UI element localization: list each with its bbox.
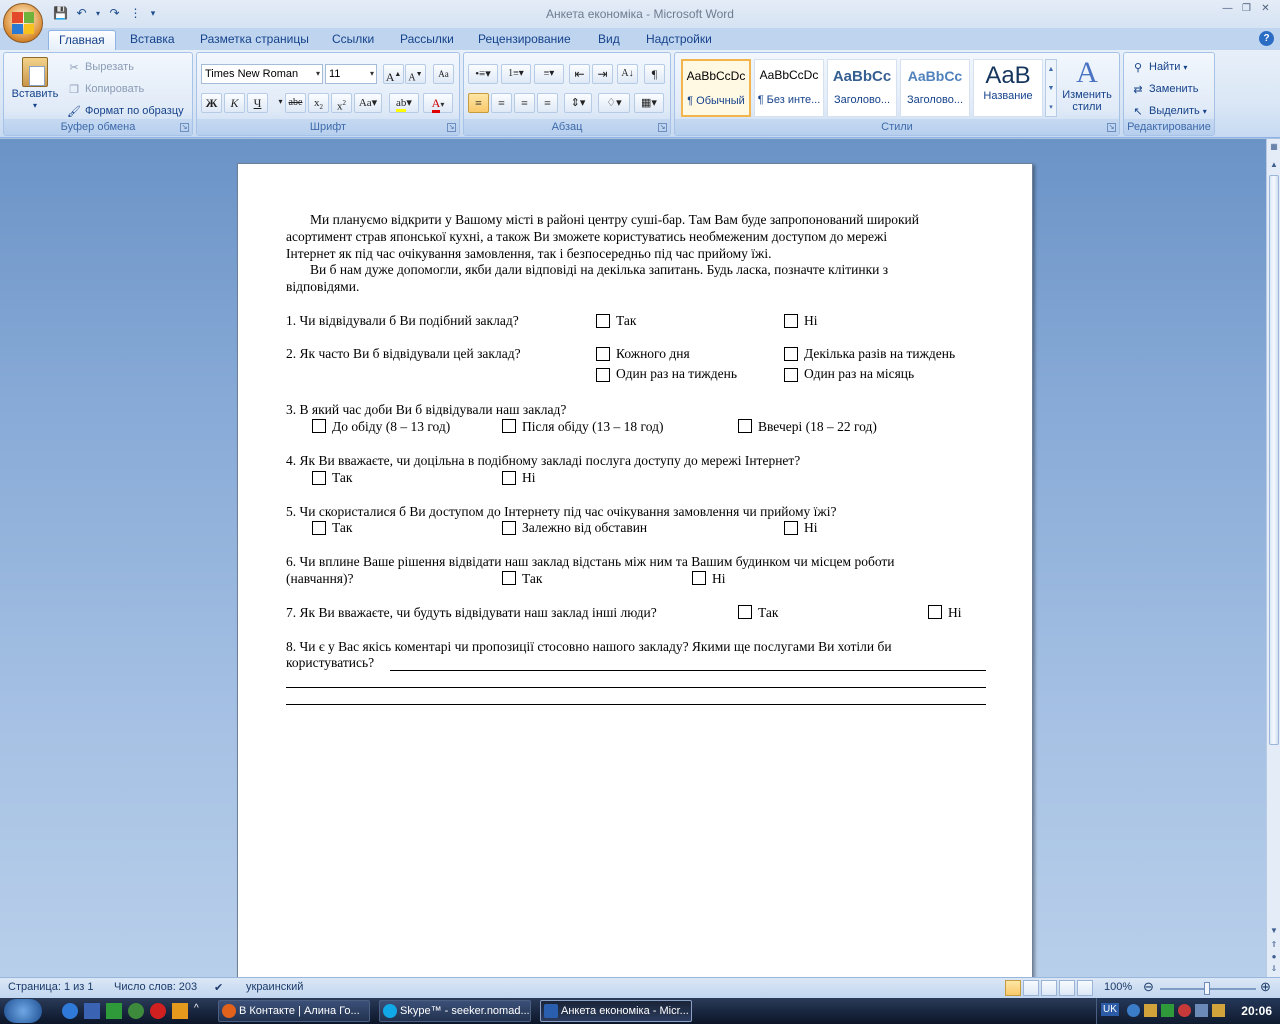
- subscript-button[interactable]: $x_2$: [308, 93, 329, 113]
- prev-page-icon[interactable]: ⇑: [1270, 940, 1278, 949]
- decrease-indent-button[interactable]: ⇤: [569, 64, 590, 84]
- numbering-button[interactable]: 1≡▾: [501, 64, 531, 84]
- tray-icon-2[interactable]: [1144, 1004, 1157, 1017]
- copy-icon: ❐: [69, 83, 79, 96]
- tray-icon-4[interactable]: [1178, 1004, 1191, 1017]
- underline-dropdown-icon[interactable]: ▾: [278, 97, 283, 106]
- system-tray: [1096, 998, 1280, 1024]
- language-bar[interactable]: UK: [1103, 1004, 1117, 1015]
- tab-view[interactable]: Вид: [598, 32, 620, 46]
- font-size-dropdown-icon: ▾: [369, 69, 374, 78]
- q5-no-label: Ні: [804, 520, 818, 535]
- q6-yes-label: Так: [522, 571, 543, 586]
- window-controls: [1219, 2, 1274, 16]
- question-7: 7. Як Ви вважаєте, чи будуть відвідувати наш заклад інші люди?: [286, 605, 657, 620]
- show-marks-button[interactable]: ¶: [644, 64, 665, 84]
- q3-afternoon-checkbox[interactable]: [502, 419, 516, 433]
- spelling-icon[interactable]: ✔: [214, 982, 224, 994]
- q5-yes-checkbox[interactable]: [312, 521, 326, 535]
- q2-monthly-label: Один раз на місяць: [804, 366, 915, 381]
- style-heading-2[interactable]: AaBbCc Заголово...: [900, 59, 970, 117]
- q7-yes-checkbox[interactable]: [738, 605, 752, 619]
- zoom-in-icon[interactable]: ⊕: [1260, 979, 1271, 994]
- question-8-line-2: користуватись?: [286, 655, 375, 670]
- font-group: [196, 52, 460, 136]
- editing-group-label: Редактирование: [1124, 119, 1214, 135]
- style-no-spacing[interactable]: AaBbCcDc ¶ Без инте...: [754, 59, 824, 117]
- taskbar-item-vkontakte[interactable]: В Контакте | Алина Го...: [218, 1000, 370, 1022]
- q6-yes-checkbox[interactable]: [502, 571, 516, 585]
- network-icon[interactable]: [1195, 1004, 1208, 1017]
- q5-depends-checkbox[interactable]: [502, 521, 516, 535]
- question-6-line-1: 6. Чи вплине Ваше рішення відвідати наш заклад відстань між ним та Вашим будинком чи місцем роботи: [286, 554, 895, 569]
- highlight-button[interactable]: ab▾: [389, 93, 419, 113]
- tray-icon-5[interactable]: [1212, 1004, 1225, 1017]
- align-right-button[interactable]: ≡: [514, 93, 535, 113]
- find-button[interactable]: ⚲ Найти ▾: [1130, 59, 1187, 75]
- clock[interactable]: 20:06: [1241, 1004, 1272, 1018]
- q1-no-label: Ні: [804, 313, 818, 328]
- undo-icon[interactable]: ↶: [76, 6, 87, 20]
- font-size-box[interactable]: 11 ▾: [325, 64, 377, 84]
- q7-no-label: Ні: [948, 605, 962, 620]
- q4-no-checkbox[interactable]: [502, 471, 516, 485]
- font-color-button[interactable]: A▾: [423, 93, 453, 113]
- paragraph-group-label: Абзац: [464, 119, 670, 135]
- ruler-toggle-icon[interactable]: ▦: [1270, 142, 1278, 151]
- full-screen-view-button[interactable]: [1023, 980, 1039, 996]
- font-name-dropdown-icon: ▾: [315, 69, 320, 78]
- intro-line-5: відповідями.: [286, 279, 360, 294]
- restore-icon[interactable]: ❐: [1242, 3, 1251, 14]
- q7-yes-label: Так: [758, 605, 779, 620]
- binoculars-icon: ⚲: [1133, 61, 1143, 74]
- clipboard-group: [3, 52, 193, 136]
- tab-mailings[interactable]: Рассылки: [400, 32, 454, 46]
- paragraph-group: [463, 52, 671, 136]
- paragraph-launcher-icon[interactable]: ↘: [659, 124, 666, 131]
- status-bar: [0, 977, 1280, 998]
- grow-font-button[interactable]: A▲: [383, 64, 404, 84]
- font-name-box[interactable]: Times New Roman ▾: [201, 64, 323, 84]
- zoom-level[interactable]: 100%: [1104, 981, 1133, 993]
- q3-evening-label: Ввечері (18 – 22 год): [758, 419, 877, 434]
- q4-yes-label: Так: [332, 470, 353, 485]
- style-heading-1[interactable]: AaBbCc Заголово...: [827, 59, 897, 117]
- superscript-button[interactable]: $x^2$: [331, 93, 352, 113]
- underline-button[interactable]: Ч: [247, 93, 268, 113]
- window-title: Анкета економіка - Microsoft Word: [546, 7, 734, 21]
- print-layout-view-button[interactable]: [1005, 980, 1021, 996]
- app-icon-2[interactable]: [106, 1003, 122, 1019]
- answer-line-3[interactable]: [286, 704, 986, 705]
- tab-addins[interactable]: Надстройки: [646, 32, 712, 46]
- taskbar-item-word[interactable]: Анкета економіка - Micr...: [540, 1000, 692, 1022]
- editing-group: [1123, 52, 1215, 136]
- replace-icon: ⇄: [1133, 83, 1143, 96]
- q6-no-label: Ні: [712, 571, 726, 586]
- styles-scroll[interactable]: ▲ ▼ ▾: [1045, 59, 1057, 117]
- font-group-label: Шрифт: [197, 119, 459, 135]
- styles-launcher-icon[interactable]: ↘: [1108, 124, 1115, 131]
- zoom-out-icon[interactable]: ⊖: [1143, 979, 1154, 994]
- question-5: 5. Чи скористалися б Ви доступом до Інтернету під час очікування замовлення чи прийому їжі?: [286, 504, 837, 519]
- q2-monthly-checkbox[interactable]: [784, 368, 798, 382]
- word-icon: [544, 1004, 558, 1018]
- language-indicator[interactable]: украинский: [246, 981, 304, 993]
- ribbon: [0, 50, 1280, 138]
- tab-references[interactable]: Ссылки: [332, 32, 375, 46]
- cursor-icon: ↖: [1133, 105, 1143, 118]
- q2-daily-label: Кожного дня: [616, 346, 690, 361]
- tab-home[interactable]: Главная: [48, 30, 116, 50]
- line-spacing-button[interactable]: ⇕▾: [564, 93, 592, 113]
- tab-review[interactable]: Рецензирование: [478, 32, 571, 46]
- format-painter-button[interactable]: 🖌 Формат по образцу: [67, 105, 184, 118]
- page-count[interactable]: Страница: 1 из 1: [8, 981, 94, 993]
- q2-several-weekly-label: Декілька разів на тиждень: [804, 346, 956, 361]
- q5-no-checkbox[interactable]: [784, 521, 798, 535]
- sort-button[interactable]: A↓: [617, 64, 638, 84]
- shading-button[interactable]: ♢▾: [598, 93, 630, 113]
- change-styles-button[interactable]: A Изменить стили: [1062, 56, 1112, 113]
- change-styles-icon: A: [1076, 56, 1098, 89]
- undo-dropdown-icon[interactable]: ▾: [95, 8, 100, 18]
- q2-weekly-label: Один раз на тиждень: [616, 366, 737, 381]
- minimize-icon[interactable]: —: [1222, 3, 1233, 14]
- q5-depends-label: Залежно від обставин: [522, 520, 648, 535]
- copy-button[interactable]: ❐ Копировать: [66, 81, 144, 97]
- change-case-button[interactable]: Aa▾: [354, 93, 382, 113]
- scroll-up-icon[interactable]: ▲: [1270, 160, 1278, 169]
- strikethrough-button[interactable]: abe: [285, 93, 306, 113]
- q4-no-label: Ні: [522, 470, 536, 485]
- replace-button[interactable]: ⇄ Заменить: [1130, 81, 1198, 97]
- q7-no-checkbox[interactable]: [928, 605, 942, 619]
- paste-icon: [22, 57, 48, 87]
- office-logo-icon: [12, 12, 34, 34]
- multilevel-list-button[interactable]: ≡▾: [534, 64, 564, 84]
- intro-line-4: Ви б нам дуже допомогли, якби дали відповіді на декілька запитань. Будь ласка, позначте клітинки з: [310, 262, 889, 277]
- borders-button[interactable]: ▦▾: [634, 93, 664, 113]
- justify-button[interactable]: ≡: [537, 93, 558, 113]
- browse-object-icon[interactable]: ●: [1271, 952, 1277, 961]
- tray-icon[interactable]: [1127, 1004, 1140, 1017]
- title-bar: [0, 0, 1280, 28]
- office-button[interactable]: [3, 3, 43, 43]
- intro-line-2: асортимент страв японської кухні, а також Ви зможете користуватись необмеженим доступом до мережі: [286, 229, 888, 244]
- style-normal[interactable]: AaBbCcDc ¶ Обычный: [681, 59, 751, 117]
- font-launcher-icon[interactable]: ↘: [448, 124, 455, 131]
- app-icon-3[interactable]: [128, 1003, 144, 1019]
- answer-line-2[interactable]: [286, 687, 986, 688]
- sitemap-icon[interactable]: ⋮: [129, 6, 142, 20]
- increase-indent-button[interactable]: ⇥: [592, 64, 613, 84]
- app-icon[interactable]: [84, 1003, 100, 1019]
- q5-yes-label: Так: [332, 520, 353, 535]
- tray-icons: [1127, 1004, 1225, 1017]
- q3-morning-checkbox[interactable]: [312, 419, 326, 433]
- expand-icon[interactable]: ^: [194, 1003, 199, 1014]
- italic-button[interactable]: К: [224, 93, 245, 113]
- help-icon[interactable]: ?: [1259, 31, 1274, 46]
- brush-icon: 🖌: [67, 105, 81, 118]
- skype-icon: [383, 1004, 397, 1018]
- paste-button[interactable]: Вставить ▾: [8, 57, 62, 110]
- cut-button[interactable]: ✂ Вырезать: [66, 59, 134, 75]
- q2-weekly-checkbox[interactable]: [596, 368, 610, 382]
- next-page-icon[interactable]: ⇓: [1270, 964, 1278, 973]
- tab-insert[interactable]: Вставка: [130, 32, 175, 46]
- vertical-scrollbar[interactable]: [1266, 139, 1280, 977]
- question-6-line-2: (навчання)?: [286, 571, 354, 586]
- q1-yes-checkbox[interactable]: [596, 314, 610, 328]
- clear-format-button[interactable]: Aa: [433, 64, 454, 84]
- clipboard-launcher-icon[interactable]: ↘: [181, 124, 188, 131]
- close-icon[interactable]: ✕: [1261, 3, 1270, 14]
- ribbon-tabs: [0, 28, 1280, 50]
- document-workspace: [0, 139, 1266, 977]
- style-title[interactable]: AaB Название: [973, 59, 1043, 117]
- shrink-font-button[interactable]: A▼: [405, 64, 426, 84]
- word-count[interactable]: Число слов: 203: [114, 981, 198, 993]
- scroll-thumb[interactable]: [1269, 175, 1279, 745]
- align-left-button[interactable]: ≡: [468, 93, 489, 113]
- scissors-icon: ✂: [69, 61, 79, 74]
- web-layout-view-button[interactable]: [1041, 980, 1057, 996]
- q3-evening-checkbox[interactable]: [738, 419, 752, 433]
- styles-group-label: Стили: [675, 119, 1119, 135]
- redo-icon[interactable]: ↷: [109, 6, 120, 20]
- outline-view-button[interactable]: [1059, 980, 1075, 996]
- customize-qat-icon[interactable]: ▾: [150, 7, 156, 18]
- bold-button[interactable]: Ж: [201, 93, 222, 113]
- save-icon[interactable]: 💾: [53, 6, 68, 20]
- q1-yes-label: Так: [616, 313, 637, 328]
- styles-group: [674, 52, 1120, 136]
- document-page[interactable]: [237, 163, 1033, 977]
- q1-no-checkbox[interactable]: [784, 314, 798, 328]
- tab-page-layout[interactable]: Разметка страницы: [200, 32, 309, 46]
- firefox-icon: [222, 1004, 236, 1018]
- opera-icon[interactable]: [150, 1003, 166, 1019]
- question-2: 2. Як часто Ви б відвідували цей заклад?: [286, 346, 521, 361]
- intro-line-3: Інтернет як під час очікування замовлення, так і безпосередньо під час прийому їжі.: [286, 246, 772, 261]
- taskbar: [0, 998, 1280, 1024]
- paste-dropdown-icon: ▾: [32, 101, 37, 110]
- start-button[interactable]: [4, 999, 42, 1023]
- question-4: 4. Як Ви вважаєте, чи доцільна в подібному закладі послуга доступу до мережі Інтернет?: [286, 453, 801, 468]
- select-button[interactable]: ↖ Выделить ▾: [1130, 103, 1207, 119]
- q3-afternoon-label: Після обіду (13 – 18 год): [522, 419, 664, 434]
- q6-no-checkbox[interactable]: [692, 571, 706, 585]
- app-icon-4[interactable]: [172, 1003, 188, 1019]
- q2-daily-checkbox[interactable]: [596, 347, 610, 361]
- bullets-button[interactable]: •≡▾: [468, 64, 498, 84]
- question-8-line-1: 8. Чи є у Вас якісь коментарі чи пропозиції стосовно нашого закладу? Якими ще послугами Ви хотіли би: [286, 639, 892, 654]
- answer-line-1[interactable]: [390, 670, 986, 671]
- q2-several-weekly-checkbox[interactable]: [784, 347, 798, 361]
- scroll-down-icon[interactable]: ▼: [1270, 926, 1278, 935]
- taskbar-item-skype[interactable]: Skype™ - seeker.nomad...: [379, 1000, 531, 1022]
- q3-morning-label: До обіду (8 – 13 год): [332, 419, 451, 434]
- quick-launch: [62, 1003, 206, 1019]
- align-center-button[interactable]: ≡: [491, 93, 512, 113]
- question-3: 3. В який час доби Ви б відвідували наш заклад?: [286, 402, 567, 417]
- q4-yes-checkbox[interactable]: [312, 471, 326, 485]
- question-1: 1. Чи відвідували б Ви подібний заклад?: [286, 313, 519, 328]
- clipboard-group-label: Буфер обмена: [4, 119, 192, 135]
- intro-line-1: Ми плануємо відкрити у Вашому місті в районі центру суші-бар. Там Вам буде запропонований широкий: [310, 212, 920, 227]
- zoom-slider-thumb[interactable]: [1204, 982, 1210, 995]
- tray-icon-3[interactable]: [1161, 1004, 1174, 1017]
- browser-icon[interactable]: [62, 1003, 78, 1019]
- draft-view-button[interactable]: [1077, 980, 1093, 996]
